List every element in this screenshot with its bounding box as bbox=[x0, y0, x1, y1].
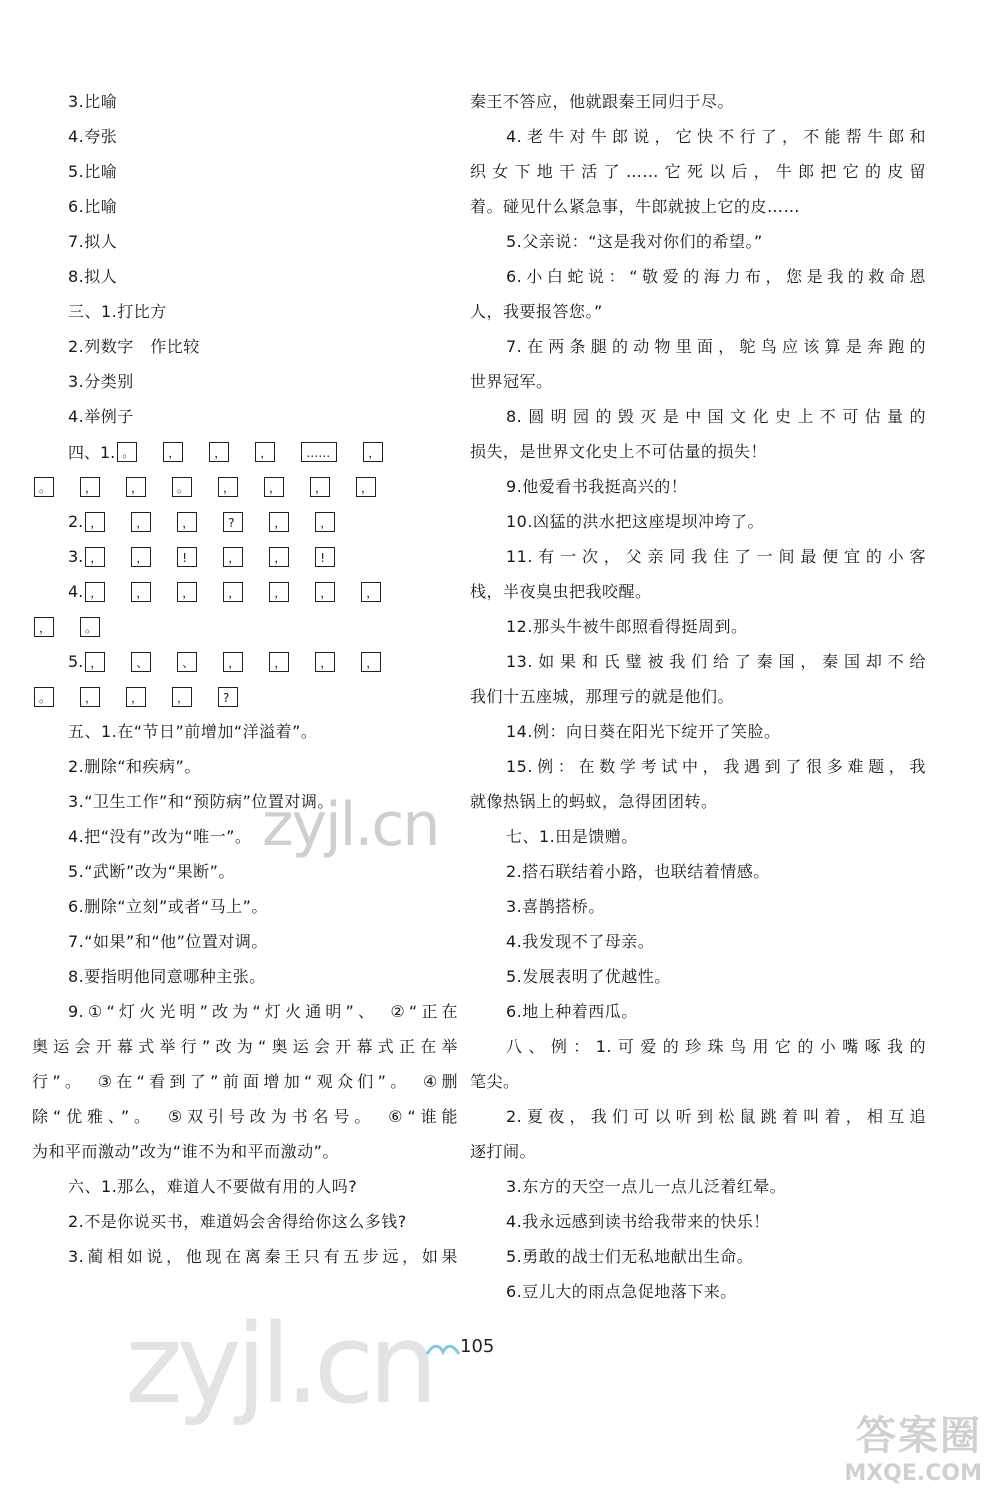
answer-line: 7.拟人 bbox=[68, 232, 118, 251]
punctuation-box bbox=[80, 477, 100, 497]
answer-line: 15.例：在数学考试中，我遇到了很多难题，我 bbox=[506, 757, 926, 776]
punctuation-mark: ， bbox=[90, 655, 103, 670]
punctuation-mark: ! bbox=[182, 550, 188, 565]
page-number: 105 bbox=[460, 1336, 495, 1357]
punctuation-box bbox=[163, 442, 183, 462]
punctuation-mark: ! bbox=[320, 550, 326, 565]
right-column bbox=[470, 84, 926, 1309]
punctuation-box bbox=[80, 617, 100, 637]
punctuation-row-label: 3. bbox=[68, 547, 84, 566]
answer-line: 6.删除“立刻”或者“马上”。 bbox=[68, 897, 268, 916]
punctuation-mark: ， bbox=[260, 445, 273, 460]
punctuation-row-label: 四、1. bbox=[68, 443, 116, 462]
answer-line: 13.如果和氏璧被我们给了秦国，秦国却不给 bbox=[506, 652, 926, 671]
punctuation-box bbox=[310, 477, 330, 497]
punctuation-mark: ， bbox=[136, 550, 149, 565]
answer-line: 7.在两条腿的动物里面，鸵鸟应该算是奔跑的 bbox=[506, 337, 926, 356]
answer-line: 5.勇敢的战士们无私地献出生命。 bbox=[506, 1247, 754, 1266]
punctuation-box bbox=[255, 442, 275, 462]
punctuation-mark: ， bbox=[90, 585, 103, 600]
answer-line: 5.“武断”改为“果断”。 bbox=[68, 862, 235, 881]
answer-line: 八、例：1.可爱的珍珠鸟用它的小嘴啄我的 bbox=[506, 1037, 926, 1056]
punctuation-box bbox=[223, 547, 243, 567]
punctuation-row bbox=[32, 609, 458, 644]
punctuation-mark: ， bbox=[223, 480, 236, 495]
answer-line: 就像热锅上的蚂蚁，急得团团转。 bbox=[470, 792, 718, 811]
punctuation-mark: ， bbox=[39, 620, 52, 635]
answer-line: 2.删除“和疾病”。 bbox=[68, 757, 201, 776]
answer-line: 5.父亲说：“这是我对你们的希望。” bbox=[506, 232, 763, 251]
punctuation-box bbox=[85, 512, 105, 532]
answer-line: 5.比喻 bbox=[68, 162, 118, 181]
corner-site: MXQE.COM bbox=[844, 1461, 982, 1486]
corner-brand: 答案圈 bbox=[856, 1413, 982, 1459]
answer-line: 3.分类别 bbox=[68, 372, 134, 391]
punctuation-mark: ， bbox=[320, 515, 333, 530]
answer-line: 8.拟人 bbox=[68, 267, 118, 286]
punctuation-box bbox=[361, 582, 381, 602]
punctuation-box bbox=[85, 547, 105, 567]
punctuation-mark: ， bbox=[274, 655, 287, 670]
punctuation-row-label: 4. bbox=[68, 582, 84, 601]
answer-line: 10.凶猛的洪水把这座堤坝冲垮了。 bbox=[506, 512, 764, 531]
punctuation-row bbox=[32, 679, 458, 714]
punctuation-box bbox=[131, 547, 151, 567]
punctuation-mark: ， bbox=[361, 480, 374, 495]
answer-line: 2.不是你说买书，难道妈会舍得给你这么多钱? bbox=[68, 1212, 407, 1231]
punctuation-box bbox=[131, 512, 151, 532]
punctuation-mark: ， bbox=[274, 515, 287, 530]
answer-line: 损失，是世界文化史上不可估量的损失！ bbox=[470, 442, 768, 461]
answer-line: 7.“如果”和“他”位置对调。 bbox=[68, 932, 268, 951]
punctuation-box bbox=[269, 547, 289, 567]
watermark-bottom: zyjl.cn bbox=[125, 1300, 433, 1428]
punctuation-box bbox=[218, 477, 238, 497]
punctuation-box bbox=[301, 442, 337, 462]
answer-line: 七、1.田是馈赠。 bbox=[506, 827, 638, 846]
punctuation-box bbox=[223, 582, 243, 602]
punctuation-mark: ， bbox=[182, 515, 195, 530]
answer-line: 3.比喻 bbox=[68, 92, 118, 111]
punctuation-box bbox=[177, 652, 197, 672]
punctuation-mark: ， bbox=[228, 585, 241, 600]
punctuation-row bbox=[68, 504, 458, 539]
answer-line: 3.喜鹊搭桥。 bbox=[506, 897, 605, 916]
punctuation-mark: 、 bbox=[136, 655, 149, 670]
punctuation-row bbox=[68, 644, 458, 679]
punctuation-box bbox=[34, 687, 54, 707]
punctuation-box bbox=[223, 512, 243, 532]
punctuation-mark: 、 bbox=[182, 655, 195, 670]
punctuation-mark: ， bbox=[228, 550, 241, 565]
punctuation-box bbox=[34, 617, 54, 637]
punctuation-mark: ， bbox=[320, 655, 333, 670]
answer-line: 12.那头牛被牛郎照看得挺周到。 bbox=[506, 617, 748, 636]
punctuation-mark: ， bbox=[315, 480, 328, 495]
punctuation-box bbox=[85, 652, 105, 672]
punctuation-box bbox=[131, 582, 151, 602]
leaf-icon bbox=[425, 1340, 461, 1360]
punctuation-mark: ， bbox=[168, 445, 181, 460]
punctuation-box bbox=[177, 582, 197, 602]
punctuation-mark: ， bbox=[85, 690, 98, 705]
answer-line: 我们十五座城，那理亏的就是他们。 bbox=[470, 687, 735, 706]
answer-line: 3.东方的天空一点儿一点儿泛着红晕。 bbox=[506, 1177, 787, 1196]
answer-line: 逐打闹。 bbox=[470, 1142, 537, 1161]
punctuation-box bbox=[85, 582, 105, 602]
punctuation-box bbox=[177, 547, 197, 567]
answer-line: 11.有一次，父亲同我住了一间最便宜的小客 bbox=[506, 547, 926, 566]
punctuation-box bbox=[264, 477, 284, 497]
punctuation-box bbox=[315, 547, 335, 567]
answer-line: 为和平而激动”改为“谁不为和平而激动”。 bbox=[32, 1142, 339, 1161]
answer-line: 6.地上种着西瓜。 bbox=[506, 1002, 638, 1021]
punctuation-box bbox=[361, 652, 381, 672]
punctuation-box bbox=[363, 442, 383, 462]
answer-line: 6.豆儿大的雨点急促地落下来。 bbox=[506, 1282, 737, 1301]
punctuation-row bbox=[68, 574, 458, 609]
punctuation-box bbox=[80, 687, 100, 707]
answer-line: 9.他爱看书我挺高兴的！ bbox=[506, 477, 688, 496]
punctuation-mark: ， bbox=[136, 585, 149, 600]
answer-line: 着。碰见什么紧急事，牛郎就披上它的皮…… bbox=[470, 197, 801, 216]
answer-line: 栈，半夜臭虫把我咬醒。 bbox=[470, 582, 652, 601]
answer-line: 世界冠军。 bbox=[470, 372, 553, 391]
corner-watermark bbox=[844, 1404, 982, 1486]
punctuation-mark: ， bbox=[320, 585, 333, 600]
punctuation-mark: ， bbox=[177, 690, 190, 705]
answer-line: 3.“卫生工作”和“预防病”位置对调。 bbox=[68, 792, 334, 811]
punctuation-mark: 。 bbox=[39, 480, 52, 495]
punctuation-mark: ， bbox=[131, 480, 144, 495]
answer-line: 三、1.打比方 bbox=[68, 302, 167, 321]
punctuation-mark: ， bbox=[214, 445, 227, 460]
answer-line: 8.要指明他同意哪种主张。 bbox=[68, 967, 266, 986]
punctuation-mark: ， bbox=[136, 515, 149, 530]
answer-line: 4.老牛对牛郎说，它快不行了，不能帮牛郎和 bbox=[506, 127, 926, 146]
answer-line: 5.发展表明了优越性。 bbox=[506, 967, 671, 986]
punctuation-mark: 。 bbox=[177, 480, 190, 495]
answer-line: 4.把“没有”改为“唯一”。 bbox=[68, 827, 252, 846]
punctuation-box bbox=[126, 687, 146, 707]
answer-line: 4.我永远感到读书给我带来的快乐！ bbox=[506, 1212, 770, 1231]
answer-line: 9.①“灯火光明”改为“灯火通明”、 ②“正在 bbox=[68, 1002, 458, 1021]
answer-line: 4.我发现不了母亲。 bbox=[506, 932, 655, 951]
punctuation-box bbox=[223, 652, 243, 672]
answer-line: 除“优雅、”。 ⑤双引号改为书名号。 ⑥“谁能 bbox=[32, 1107, 458, 1126]
punctuation-box bbox=[131, 652, 151, 672]
punctuation-box bbox=[269, 582, 289, 602]
answer-line: 奥运会开幕式举行”改为“奥运会开幕式正在举 bbox=[32, 1037, 458, 1056]
answer-line: 4.夸张 bbox=[68, 127, 118, 146]
punctuation-box bbox=[315, 582, 335, 602]
punctuation-box bbox=[218, 687, 238, 707]
punctuation-mark: ， bbox=[274, 550, 287, 565]
punctuation-mark: ， bbox=[90, 515, 103, 530]
answer-line: 五、1.在“节日”前增加“洋溢着”。 bbox=[68, 722, 318, 741]
punctuation-box bbox=[356, 477, 376, 497]
punctuation-mark: ， bbox=[366, 585, 379, 600]
answer-line: 6.小白蛇说：“敬爱的海力布，您是我的救命恩 bbox=[506, 267, 926, 286]
punctuation-row bbox=[68, 434, 458, 469]
punctuation-box bbox=[209, 442, 229, 462]
punctuation-mark: ， bbox=[274, 585, 287, 600]
punctuation-mark: ， bbox=[228, 655, 241, 670]
punctuation-row bbox=[32, 469, 458, 504]
punctuation-box bbox=[34, 477, 54, 497]
watermark-mid: zyjl.cn bbox=[262, 790, 439, 860]
punctuation-mark: 。 bbox=[122, 445, 135, 460]
answer-line: 六、1.那么，难道人不要做有用的人吗? bbox=[68, 1177, 358, 1196]
answer-line: 人，我要报答您。” bbox=[470, 302, 603, 321]
punctuation-box bbox=[315, 652, 335, 672]
punctuation-box bbox=[315, 512, 335, 532]
answer-line: 笔尖。 bbox=[470, 1072, 520, 1091]
answer-line: 8.圆明园的毁灭是中国文化史上不可估量的 bbox=[506, 407, 926, 426]
punctuation-box bbox=[269, 512, 289, 532]
answer-line: 秦王不答应，他就跟秦王同归于尽。 bbox=[470, 92, 735, 111]
punctuation-box bbox=[177, 512, 197, 532]
punctuation-mark: ， bbox=[90, 550, 103, 565]
left-column bbox=[32, 84, 458, 1274]
punctuation-row-label: 2. bbox=[68, 512, 84, 531]
punctuation-mark: 。 bbox=[39, 690, 52, 705]
punctuation-box bbox=[117, 442, 137, 462]
punctuation-mark: ? bbox=[223, 690, 230, 705]
punctuation-row bbox=[68, 539, 458, 574]
answer-line: 行”。 ③在“看到了”前面增加“观众们”。 ④删 bbox=[32, 1072, 458, 1091]
punctuation-mark: ， bbox=[131, 690, 144, 705]
answer-line: 14.例：向日葵在阳光下绽开了笑脸。 bbox=[506, 722, 781, 741]
punctuation-box bbox=[126, 477, 146, 497]
punctuation-mark: 。 bbox=[85, 620, 98, 635]
answer-line: 织女下地干活了……它死以后，牛郎把它的皮留 bbox=[470, 162, 926, 181]
punctuation-mark: ， bbox=[85, 480, 98, 495]
answer-line: 2.夏夜，我们可以听到松鼠跳着叫着，相互追 bbox=[506, 1107, 926, 1126]
punctuation-mark: ， bbox=[368, 445, 381, 460]
answer-line: 3.蔺相如说，他现在离秦王只有五步远，如果 bbox=[68, 1247, 458, 1266]
punctuation-mark: ， bbox=[269, 480, 282, 495]
answer-line: 4.举例子 bbox=[68, 407, 134, 426]
punctuation-box bbox=[172, 477, 192, 497]
answer-line: 6.比喻 bbox=[68, 197, 118, 216]
punctuation-row-label: 5. bbox=[68, 652, 84, 671]
answer-line: 2.搭石联结着小路，也联结着情感。 bbox=[506, 862, 770, 881]
punctuation-mark: ， bbox=[182, 585, 195, 600]
punctuation-box bbox=[172, 687, 192, 707]
punctuation-box bbox=[269, 652, 289, 672]
punctuation-mark: …… bbox=[306, 445, 331, 460]
answer-line: 2.列数字 作比较 bbox=[68, 337, 200, 356]
punctuation-mark: ， bbox=[366, 655, 379, 670]
punctuation-mark: ? bbox=[228, 515, 235, 530]
